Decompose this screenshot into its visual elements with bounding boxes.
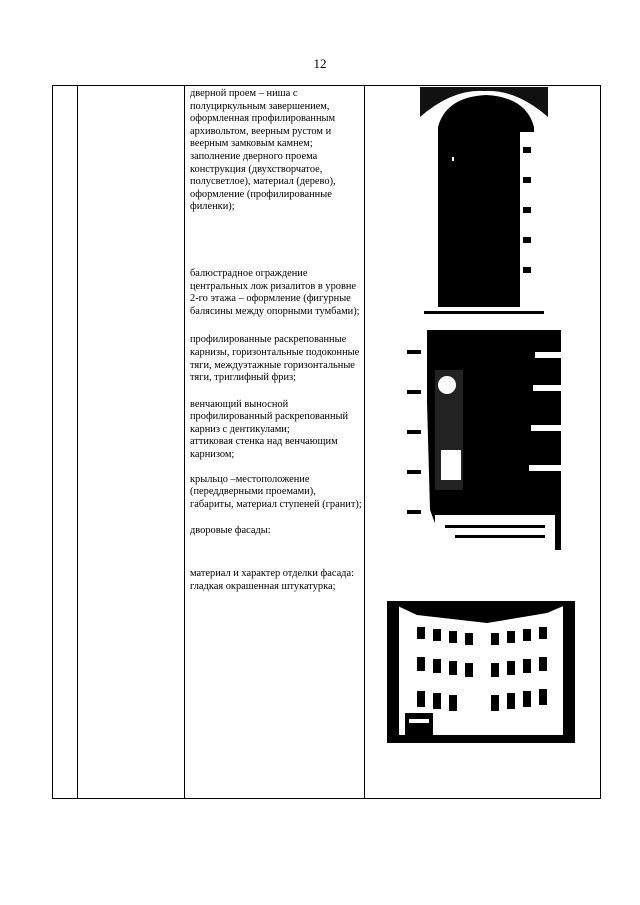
doorway-photo — [416, 87, 552, 318]
page-number: 12 — [313, 56, 327, 71]
column-divider — [364, 86, 365, 798]
entry-porch: крыльцо –местоположение (переддверными проемами), габариты, материал ступеней (гранит); — [190, 473, 362, 510]
entry-plaster: гладкая окрашенная штукатурка; — [190, 580, 336, 592]
entry-cornices: профилированные раскрепованные карнизы, горизонтальные подоконные тяги, междуэтажные горизонтальные тяги, триглифный фриз; — [190, 334, 360, 384]
column-divider — [77, 86, 78, 798]
courtyard-facade-photo — [387, 601, 575, 743]
entry-crowning-cornice: венчающий выносной профилированный раскрепованный карниз с дентикулами; — [190, 398, 349, 435]
entry-balustrade: балюстрадное ограждение центральных лож ризалитов в уровне 2-го этажа – оформление (фигурные балясины между опорными тумбами); — [190, 267, 360, 317]
entry-courtyard-facades: дворовые фасады: — [190, 525, 271, 537]
entry-attic-wall: аттиковая стенка над венчающим карнизом; — [190, 436, 338, 461]
balustrade-photo — [405, 330, 561, 550]
entry-door-filling: заполнение дверного проема конструкция (двухстворчатое, полусветлое), материал (дерево), оформление (профилированные филенки); — [190, 150, 336, 213]
heritage-table — [52, 85, 601, 799]
entry-facade-finish: материал и характер отделки фасада: — [190, 568, 354, 580]
column-divider — [184, 86, 185, 798]
entry-doorway: дверной проем – ниша с полуциркульным завершением, оформленная профилированным архивольтом, веерным рустом и веерным замковым камнем; — [190, 88, 336, 150]
description-column — [190, 88, 362, 593]
